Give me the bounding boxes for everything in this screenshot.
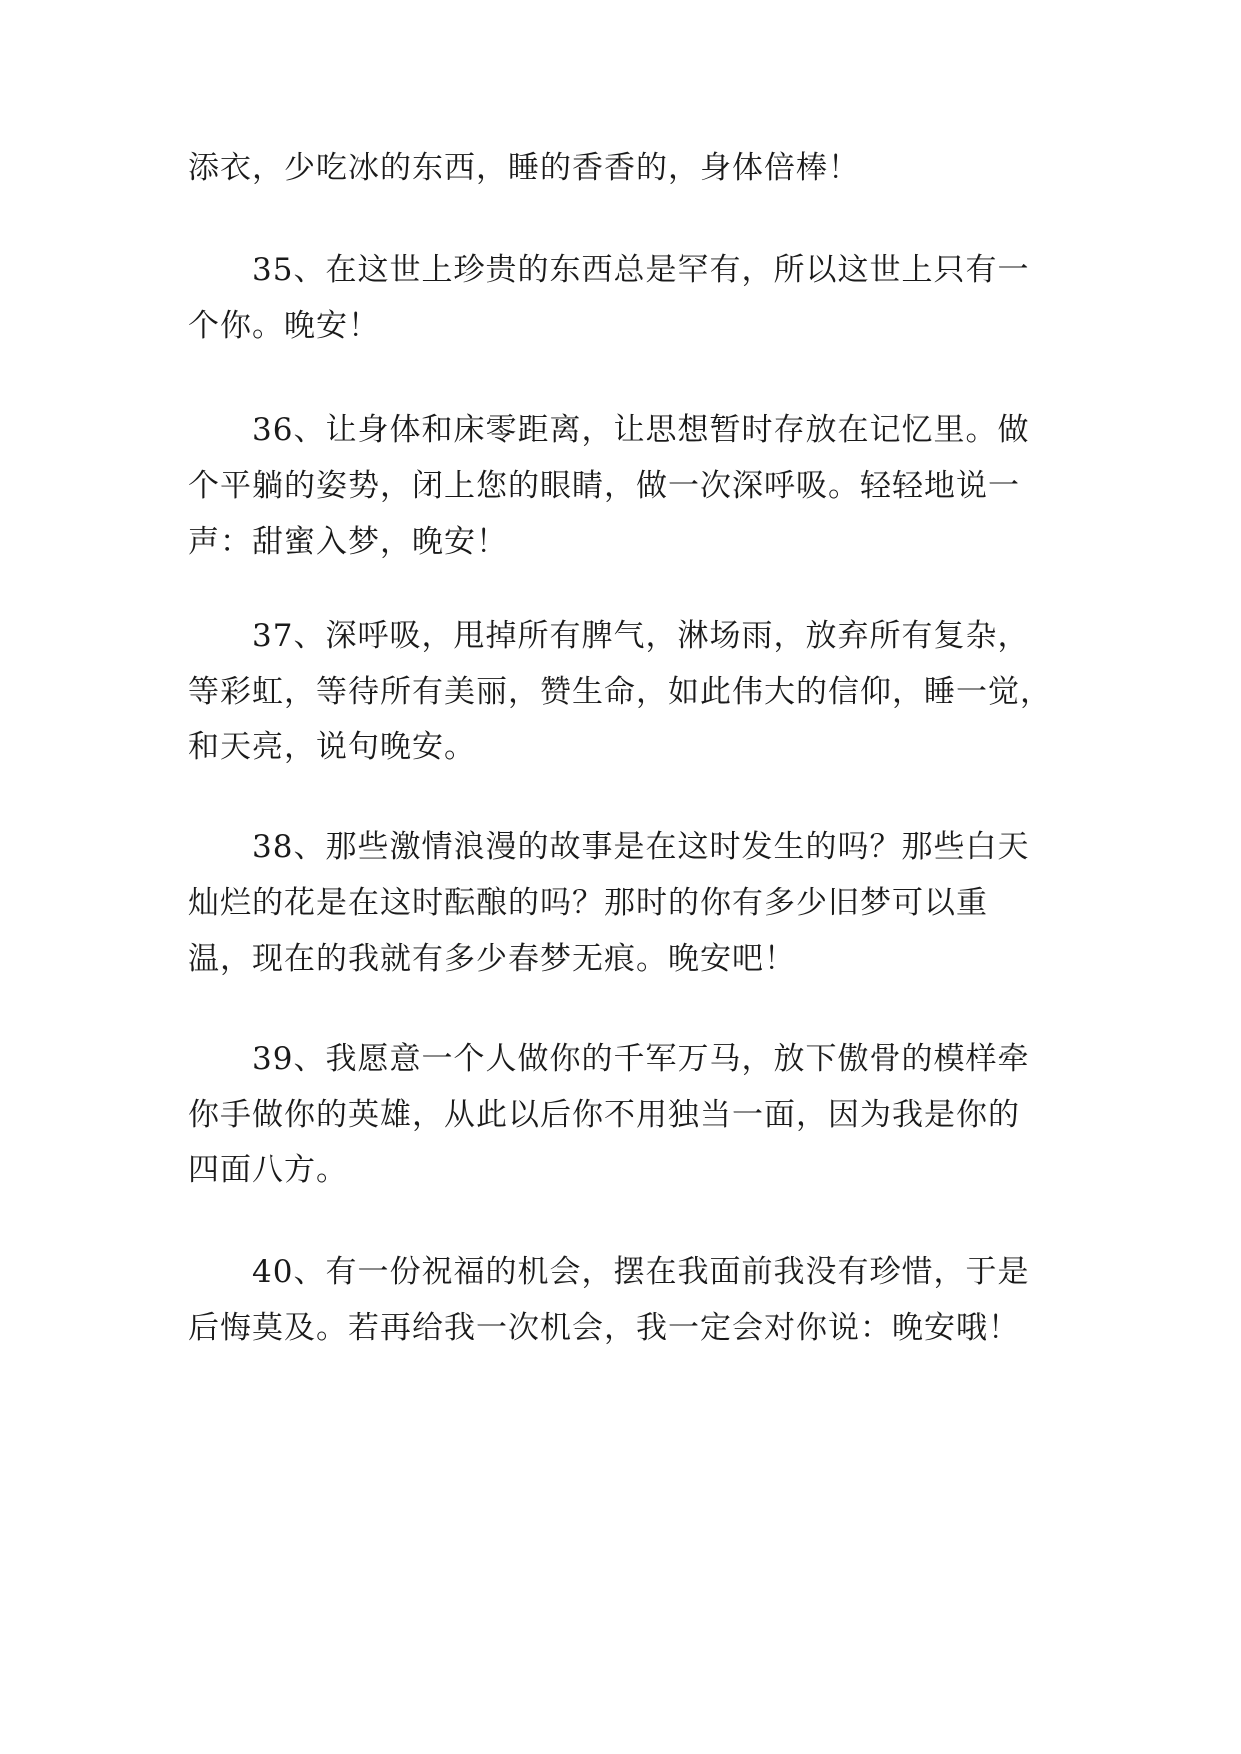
paragraph-line: 个你。晚安！ xyxy=(188,308,380,344)
paragraph-line: 37、深呼吸，甩掉所有脾气，淋场雨，放弃所有复杂， xyxy=(252,618,1030,654)
paragraph-line: 39、我愿意一个人做你的千军万马，放下傲骨的模样牵 xyxy=(252,1041,1030,1077)
paragraph-line: 灿烂的花是在这时酝酿的吗？那时的你有多少旧梦可以重 xyxy=(188,885,988,921)
paragraph-line: 等彩虹，等待所有美丽，赞生命，如此伟大的信仰，睡一觉， xyxy=(188,674,1052,710)
paragraph-line: 个平躺的姿势，闭上您的眼睛，做一次深呼吸。轻轻地说一 xyxy=(188,468,1020,504)
paragraph-line: 38、那些激情浪漫的故事是在这时发生的吗？那些白天 xyxy=(252,829,1030,865)
paragraph-line: 四面八方。 xyxy=(188,1152,348,1188)
paragraph-line: 36、让身体和床零距离，让思想暂时存放在记忆里。做 xyxy=(252,412,1030,448)
paragraph-line: 添衣，少吃冰的东西，睡的香香的，身体倍棒！ xyxy=(188,150,860,186)
paragraph-line: 温，现在的我就有多少春梦无痕。晚安吧！ xyxy=(188,941,796,977)
paragraph-line: 40、有一份祝福的机会，摆在我面前我没有珍惜，于是 xyxy=(252,1254,1030,1290)
paragraph-line: 35、在这世上珍贵的东西总是罕有，所以这世上只有一 xyxy=(252,252,1030,288)
paragraph-line: 你手做你的英雄，从此以后你不用独当一面，因为我是你的 xyxy=(188,1097,1020,1133)
paragraph-line: 和天亮，说句晚安。 xyxy=(188,729,476,765)
paragraph-line: 声：甜蜜入梦，晚安！ xyxy=(188,524,508,560)
paragraph-line: 后悔莫及。若再给我一次机会，我一定会对你说：晚安哦！ xyxy=(188,1310,1020,1346)
